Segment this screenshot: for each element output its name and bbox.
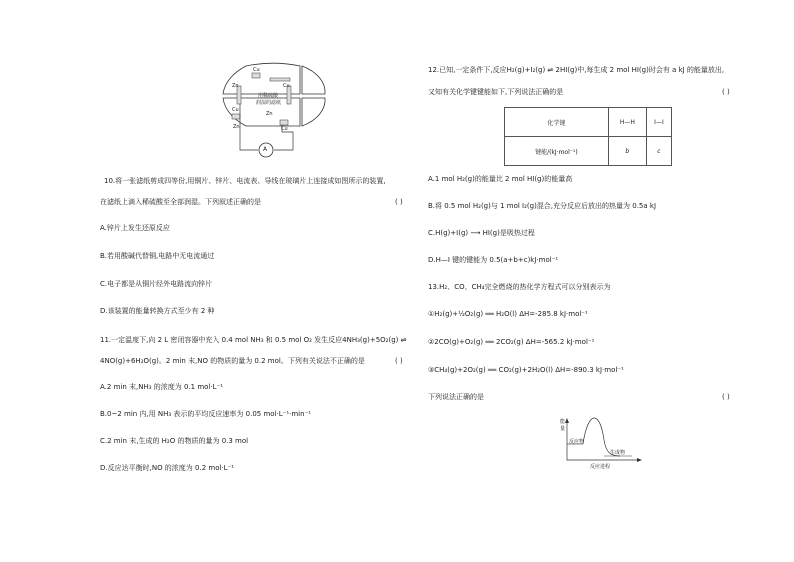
table-cell: c [646, 137, 671, 166]
table-cell: 键能/(kJ·mol⁻¹) [505, 137, 609, 166]
q12-stem-line2: 又知有关化学键键能如下,下列说法正确的是 [428, 88, 564, 96]
q10-stem-line2: 在滤纸上滴入稀硫酸至全部润湿。下列叙述正确的是 [100, 198, 261, 206]
q10-option-c[interactable]: C.电子都是从铜片经外电路流向锌片 [100, 280, 213, 288]
q10-option-a[interactable]: A.锌片上发生还原反应 [100, 224, 170, 232]
q10-option-d[interactable]: D.该装置的能量转换方式至少有 2 种 [100, 307, 215, 315]
label-zn-bottom: Zn [233, 124, 240, 130]
label-zn-top-left: Zn [232, 83, 239, 89]
label-cu-top-right: Cu [283, 83, 290, 89]
q11-stem-line1: 11.一定温度下,向 2 L 密闭容器中充入 0.4 mol NH₃ 和 0.5 mol O₂ 发生反应4NH₃(g)+5O₂(g) ⇌ [100, 336, 407, 344]
q12-option-d[interactable]: D.H—I 键的键能为 0.5(a+b+c)kJ·mol⁻¹ [428, 256, 559, 264]
label-cu-top: Cu [253, 67, 260, 73]
q10-answer-paren: ( ) [395, 198, 403, 206]
diagram-product-label: 生成物 [610, 450, 626, 456]
table-header-cell: H—H [608, 108, 646, 137]
q13-equation-1: ①H₂(g)+½O₂(g) ══ H₂O(l) ΔH=-285.8 kJ·mol⁻¹ [428, 310, 588, 318]
q13-equation-3: ③CH₄(g)+2O₂(g) ══ CO₂(g)+2H₂O(l) ΔH=-890.3 kJ·mol⁻¹ [428, 366, 624, 374]
label-cu-bottom: Cu [281, 126, 288, 132]
label-zn-left: Zn [266, 111, 273, 117]
q13-equation-2: ②2CO(g)+O₂(g) ══ 2CO₂(g) ΔH=-565.2 kJ·mol⁻¹ [428, 338, 595, 346]
q11-option-c[interactable]: C.2 min 末,生成的 H₂O 的物质的量为 0.3 mol [100, 437, 249, 445]
table-header-cell: I—I [646, 108, 671, 137]
q13-question: 下列说法正确的是 [428, 393, 484, 401]
diagram-ylabel-2: 量 [560, 426, 566, 432]
q11-option-d[interactable]: D.反应达平衡时,NO 的浓度为 0.2 mol·L⁻¹ [100, 464, 235, 472]
q12-option-c[interactable]: C.H(g)+I(g) ⟶ HI(g)是吸热过程 [428, 229, 535, 237]
table-cell: b [608, 137, 646, 166]
q13-answer-paren: ( ) [722, 393, 730, 401]
q12-option-b[interactable]: B.将 0.5 mol H₂(g)与 1 mol I₂(g)混合,充分反应后放出的热量为 0.5a kJ [428, 202, 657, 210]
q12-stem-line1: 12.已知,一定条件下,反应H₂(g)+I₂(g) ⇌ 2HI(g)中,每生成 2 mol HI(g)时会有 a kJ 的能量放出, [428, 66, 725, 74]
q11-option-a[interactable]: A.2 min 末,NH₃ 的浓度为 0.1 mol·L⁻¹ [100, 383, 224, 391]
q12-option-a[interactable]: A.1 mol H₂(g)的能量比 2 mol HI(g)的能量高 [428, 175, 573, 183]
diagram-ylabel-1: 能 [560, 419, 566, 425]
q10-stem-line1: 10.将一张滤纸剪成四等份,用铜片、锌片、电流表、导线在玻璃片上连接成如图所示的装置, [104, 177, 386, 185]
table-header-cell: 化学键 [505, 108, 609, 137]
q12-answer-paren: ( ) [722, 88, 730, 96]
diagram-reactant-label: 反应物 [569, 439, 585, 445]
q11-stem-line2: 4NO(g)+6H₂O(g)。2 min 末,NO 的物质的量为 0.2 mol。下列有关说法不正确的是 [100, 357, 365, 365]
ammeter-label: A [263, 146, 268, 153]
paper-text-line1: 用稀硫酸 [258, 93, 279, 99]
q13-stem: 13.H₂、CO、CH₄完全燃烧的热化学方程式可以分别表示为 [428, 283, 611, 291]
q11-option-b[interactable]: B.0~2 min 内,用 NH₃ 表示的平均反应速率为 0.05 mol·L⁻¹·min⁻¹ [100, 410, 312, 418]
q11-answer-paren: ( ) [395, 357, 403, 365]
paper-text-line2: 润湿的滤纸 [256, 100, 282, 106]
diagram-xlabel: 反应进程 [590, 464, 611, 470]
q10-option-b[interactable]: B.若用酸碱代替铜,电路中无电流通过 [100, 252, 215, 260]
label-cu-left: Cu [232, 107, 239, 113]
